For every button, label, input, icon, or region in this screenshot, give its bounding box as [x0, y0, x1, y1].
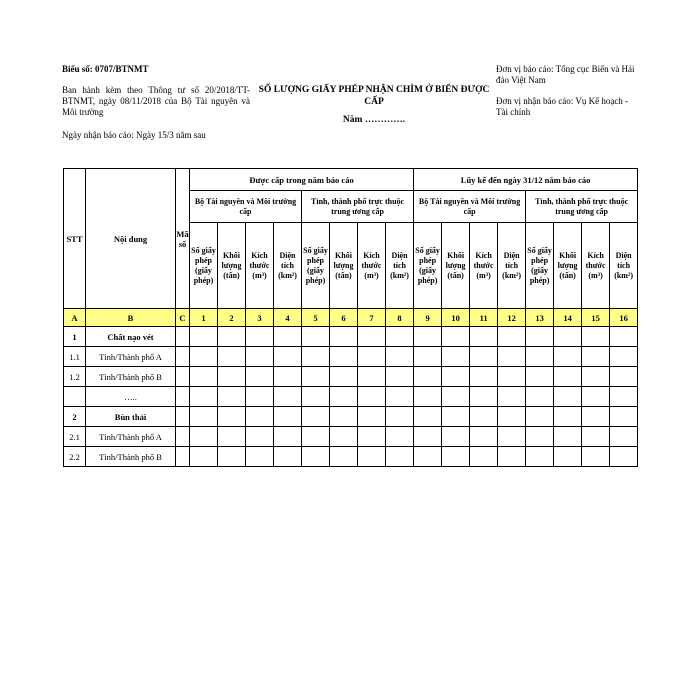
- empty-cell[interactable]: [442, 347, 470, 367]
- empty-cell[interactable]: [302, 447, 330, 467]
- table-row: [64, 327, 638, 347]
- metric-header-volume-province-cumulative: Khối lượng (tấn): [554, 223, 582, 309]
- empty-cell[interactable]: [526, 327, 554, 347]
- empty-cell[interactable]: [302, 367, 330, 387]
- metric-header-permits-province-year: Số giấy phép (giấy phép): [302, 223, 330, 309]
- empty-cell[interactable]: [554, 427, 582, 447]
- empty-cell[interactable]: [386, 447, 414, 467]
- empty-cell[interactable]: [470, 387, 498, 407]
- empty-cell[interactable]: [386, 327, 414, 347]
- table-row: [64, 367, 638, 387]
- empty-cell[interactable]: [498, 387, 526, 407]
- empty-cell[interactable]: [190, 347, 218, 367]
- empty-cell[interactable]: [442, 387, 470, 407]
- subgroup-province-cumulative: Tỉnh, thành phố trực thuộc trung ương cấp: [526, 191, 638, 223]
- empty-cell[interactable]: [358, 327, 386, 347]
- empty-cell[interactable]: [176, 347, 190, 367]
- row-content: Chất nạo vét: [86, 327, 176, 347]
- header-row-groups: [64, 169, 638, 191]
- row-content: Tỉnh/Thành phố B: [86, 447, 176, 467]
- empty-cell[interactable]: [442, 327, 470, 347]
- empty-cell[interactable]: [246, 327, 274, 347]
- row-content: Bùn thải: [86, 407, 176, 427]
- empty-cell[interactable]: [190, 367, 218, 387]
- form-code: Biểu số: 0707/BTNMT: [62, 64, 149, 74]
- empty-cell[interactable]: [386, 427, 414, 447]
- metric-header-volume-ministry-year: Khối lượng (tấn): [218, 223, 246, 309]
- header-left: [62, 64, 250, 141]
- index-cell: 2: [218, 309, 246, 327]
- empty-cell[interactable]: [176, 447, 190, 467]
- group-header-cumulative: Lũy kế đến ngày 31/12 năm báo cáo: [414, 169, 638, 191]
- empty-cell[interactable]: [470, 367, 498, 387]
- row-stt: 2: [64, 407, 86, 427]
- empty-cell[interactable]: [554, 347, 582, 367]
- receive-date-text: Ngày nhận báo cáo: Ngày 15/3 năm sau: [62, 130, 206, 140]
- empty-cell[interactable]: [190, 327, 218, 347]
- empty-cell[interactable]: [498, 347, 526, 367]
- index-cell: 9: [414, 309, 442, 327]
- empty-cell[interactable]: [302, 347, 330, 367]
- empty-cell[interactable]: [414, 447, 442, 467]
- empty-cell[interactable]: [358, 367, 386, 387]
- empty-cell[interactable]: [610, 367, 638, 387]
- metric-header-size-ministry-year: Kích thước (m³): [246, 223, 274, 309]
- metric-header-size-province-cumulative: Kích thước (m³): [582, 223, 610, 309]
- empty-cell[interactable]: [498, 447, 526, 467]
- metric-header-area-province-cumulative: Diện tích (km²): [610, 223, 638, 309]
- empty-cell[interactable]: [218, 447, 246, 467]
- empty-cell[interactable]: [582, 427, 610, 447]
- index-cell: B: [86, 309, 176, 327]
- row-stt: 1.2: [64, 367, 86, 387]
- empty-cell[interactable]: [176, 427, 190, 447]
- empty-cell[interactable]: [526, 447, 554, 467]
- index-cell: 3: [246, 309, 274, 327]
- empty-cell[interactable]: [470, 407, 498, 427]
- empty-cell[interactable]: [610, 347, 638, 367]
- empty-cell[interactable]: [554, 367, 582, 387]
- empty-cell[interactable]: [358, 407, 386, 427]
- empty-cell[interactable]: [498, 407, 526, 427]
- empty-cell[interactable]: [330, 327, 358, 347]
- empty-cell[interactable]: [554, 447, 582, 467]
- empty-cell[interactable]: [274, 347, 302, 367]
- empty-cell[interactable]: [190, 407, 218, 427]
- empty-cell[interactable]: [442, 407, 470, 427]
- empty-cell[interactable]: [498, 367, 526, 387]
- empty-cell[interactable]: [610, 427, 638, 447]
- empty-cell[interactable]: [414, 367, 442, 387]
- empty-cell[interactable]: [470, 427, 498, 447]
- empty-cell[interactable]: [610, 407, 638, 427]
- empty-cell[interactable]: [330, 407, 358, 427]
- subgroup-province-year: Tỉnh, thành phố trực thuộc trung ương cấp: [302, 191, 414, 223]
- col-header-code: Mã số: [176, 169, 190, 309]
- empty-cell[interactable]: [274, 387, 302, 407]
- empty-cell[interactable]: [414, 347, 442, 367]
- metric-header-permits-ministry-year: Số giấy phép (giấy phép): [190, 223, 218, 309]
- empty-cell[interactable]: [246, 387, 274, 407]
- empty-cell[interactable]: [190, 427, 218, 447]
- index-cell: 1: [190, 309, 218, 327]
- empty-cell[interactable]: [526, 387, 554, 407]
- empty-cell[interactable]: [442, 427, 470, 447]
- row-content: …..: [86, 387, 176, 407]
- row-content: Tỉnh/Thành phố A: [86, 427, 176, 447]
- empty-cell[interactable]: [302, 407, 330, 427]
- header-center: [258, 84, 490, 126]
- empty-cell[interactable]: [246, 447, 274, 467]
- empty-cell[interactable]: [610, 327, 638, 347]
- empty-cell[interactable]: [554, 327, 582, 347]
- empty-cell[interactable]: [498, 327, 526, 347]
- issued-by-text: Ban hành kèm theo Thông tư số 20/2018/TT-BTNMT, ngày 08/11/2018 của Bộ Tài nguyên và Môi trường: [62, 85, 250, 117]
- table-row: [64, 387, 638, 407]
- report-year-line: Năm ………….: [342, 115, 406, 125]
- empty-cell[interactable]: [414, 327, 442, 347]
- empty-cell[interactable]: [414, 427, 442, 447]
- table-row: [64, 427, 638, 447]
- empty-cell[interactable]: [274, 367, 302, 387]
- empty-cell[interactable]: [218, 347, 246, 367]
- table-row: [64, 407, 638, 427]
- empty-cell[interactable]: [470, 347, 498, 367]
- empty-cell[interactable]: [246, 367, 274, 387]
- table-row: [64, 447, 638, 467]
- index-cell: 6: [330, 309, 358, 327]
- empty-cell[interactable]: [176, 327, 190, 347]
- metric-header-area-ministry-year: Diện tích (km²): [274, 223, 302, 309]
- subgroup-ministry-year: Bộ Tài nguyên và Môi trường cấp: [190, 191, 302, 223]
- empty-cell[interactable]: [386, 347, 414, 367]
- empty-cell[interactable]: [274, 407, 302, 427]
- empty-cell[interactable]: [442, 447, 470, 467]
- index-cell: 11: [470, 309, 498, 327]
- index-cell: 12: [498, 309, 526, 327]
- empty-cell[interactable]: [582, 347, 610, 367]
- empty-cell[interactable]: [582, 447, 610, 467]
- empty-cell[interactable]: [176, 387, 190, 407]
- index-row: [64, 309, 638, 327]
- metric-header-size-ministry-cumulative: Kích thước (m³): [470, 223, 498, 309]
- empty-cell[interactable]: [498, 427, 526, 447]
- empty-cell[interactable]: [358, 447, 386, 467]
- empty-cell[interactable]: [358, 387, 386, 407]
- group-header-year: Được cấp trong năm báo cáo: [190, 169, 414, 191]
- table-row: [64, 347, 638, 367]
- metric-header-area-province-year: Diện tích (km²): [386, 223, 414, 309]
- index-cell: C: [176, 309, 190, 327]
- empty-cell[interactable]: [526, 427, 554, 447]
- empty-cell[interactable]: [414, 407, 442, 427]
- empty-cell[interactable]: [526, 347, 554, 367]
- empty-cell[interactable]: [582, 387, 610, 407]
- header-right: [496, 64, 636, 118]
- empty-cell[interactable]: [302, 427, 330, 447]
- empty-cell[interactable]: [358, 427, 386, 447]
- empty-cell[interactable]: [274, 327, 302, 347]
- empty-cell[interactable]: [218, 327, 246, 347]
- empty-cell[interactable]: [526, 367, 554, 387]
- index-cell: 16: [610, 309, 638, 327]
- index-cell: 5: [302, 309, 330, 327]
- empty-cell[interactable]: [358, 347, 386, 367]
- empty-cell[interactable]: [442, 367, 470, 387]
- empty-cell[interactable]: [526, 407, 554, 427]
- row-stt: [64, 387, 86, 407]
- empty-cell[interactable]: [176, 407, 190, 427]
- empty-cell[interactable]: [218, 407, 246, 427]
- index-cell: 4: [274, 309, 302, 327]
- empty-cell[interactable]: [246, 427, 274, 447]
- empty-cell[interactable]: [470, 447, 498, 467]
- index-cell: 8: [386, 309, 414, 327]
- index-cell: 14: [554, 309, 582, 327]
- empty-cell[interactable]: [610, 447, 638, 467]
- index-cell: 10: [442, 309, 470, 327]
- row-stt: 1: [64, 327, 86, 347]
- reporting-unit-text: Đơn vị báo cáo: Tổng cục Biển và Hải đảo Việt Nam: [496, 64, 635, 85]
- empty-cell[interactable]: [302, 387, 330, 407]
- col-header-stt: STT: [64, 169, 86, 309]
- index-cell: 7: [358, 309, 386, 327]
- index-cell: A: [64, 309, 86, 327]
- empty-cell[interactable]: [330, 367, 358, 387]
- empty-cell[interactable]: [330, 427, 358, 447]
- empty-cell[interactable]: [274, 447, 302, 467]
- report-table: [63, 168, 638, 467]
- empty-cell[interactable]: [274, 427, 302, 447]
- metric-header-permits-ministry-cumulative: Số giấy phép (giấy phép): [414, 223, 442, 309]
- empty-cell[interactable]: [302, 327, 330, 347]
- metric-header-volume-province-year: Khối lượng (tấn): [330, 223, 358, 309]
- empty-cell[interactable]: [218, 367, 246, 387]
- empty-cell[interactable]: [386, 387, 414, 407]
- empty-cell[interactable]: [554, 407, 582, 427]
- empty-cell[interactable]: [414, 387, 442, 407]
- metric-header-size-province-year: Kích thước (m³): [358, 223, 386, 309]
- empty-cell[interactable]: [610, 387, 638, 407]
- empty-cell[interactable]: [582, 407, 610, 427]
- receiving-unit-text: Đơn vị nhận báo cáo: Vụ Kế hoạch - Tài chính: [496, 96, 629, 117]
- metric-header-volume-ministry-cumulative: Khối lượng (tấn): [442, 223, 470, 309]
- empty-cell[interactable]: [554, 387, 582, 407]
- empty-cell[interactable]: [330, 347, 358, 367]
- empty-cell[interactable]: [190, 387, 218, 407]
- empty-cell[interactable]: [330, 387, 358, 407]
- metric-header-permits-province-cumulative: Số giấy phép (giấy phép): [526, 223, 554, 309]
- empty-cell[interactable]: [176, 367, 190, 387]
- row-stt: 1.1: [64, 347, 86, 367]
- empty-cell[interactable]: [582, 367, 610, 387]
- report-title: SỐ LƯỢNG GIẤY PHÉP NHẬN CHÌM Ở BIỂN ĐƯỢC CẤP: [258, 85, 490, 107]
- empty-cell[interactable]: [246, 407, 274, 427]
- empty-cell[interactable]: [386, 407, 414, 427]
- empty-cell[interactable]: [190, 447, 218, 467]
- index-cell: 15: [582, 309, 610, 327]
- empty-cell[interactable]: [218, 427, 246, 447]
- empty-cell[interactable]: [330, 447, 358, 467]
- row-content: Tỉnh/Thành phố B: [86, 367, 176, 387]
- empty-cell[interactable]: [386, 367, 414, 387]
- metric-header-area-ministry-cumulative: Diện tích (km²): [498, 223, 526, 309]
- empty-cell[interactable]: [246, 347, 274, 367]
- row-stt: 2.2: [64, 447, 86, 467]
- index-cell: 13: [526, 309, 554, 327]
- row-stt: 2.1: [64, 427, 86, 447]
- col-header-content: Nội dung: [86, 169, 176, 309]
- empty-cell[interactable]: [582, 327, 610, 347]
- empty-cell[interactable]: [470, 327, 498, 347]
- row-content: Tỉnh/Thành phố A: [86, 347, 176, 367]
- table-body: [64, 169, 638, 467]
- subgroup-ministry-cumulative: Bộ Tài nguyên và Môi trường cấp: [414, 191, 526, 223]
- empty-cell[interactable]: [218, 387, 246, 407]
